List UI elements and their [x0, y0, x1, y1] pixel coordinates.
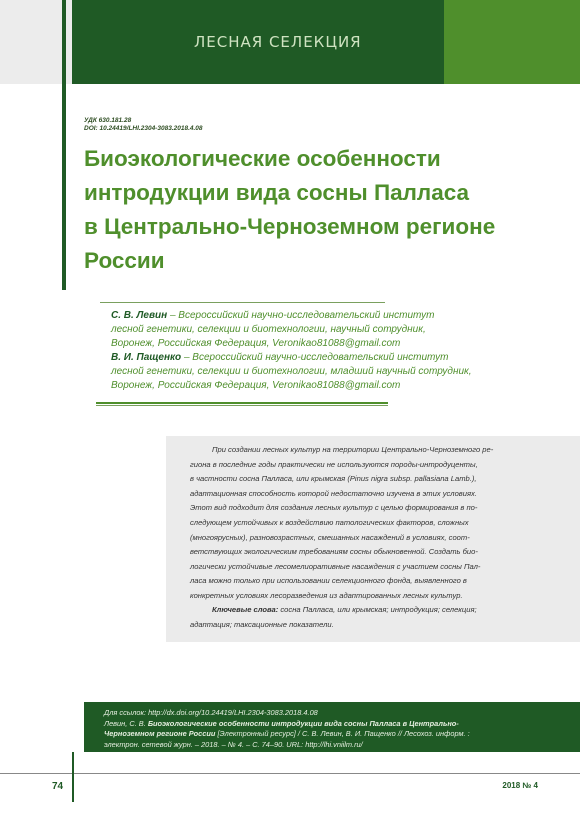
abstract-line: конкретных условиях лесоразведения из адаптированных лесных культур.: [190, 590, 463, 600]
authors-bottom-rule: [96, 402, 388, 404]
abstract-line: адаптационная способность которой недостаточно изучена в этих условиях.: [190, 488, 477, 498]
udk-code: УДК 630.181.28: [84, 117, 132, 124]
keywords-line: адаптация; таксационные показатели.: [190, 619, 334, 629]
author-affiliation: лесной генетики, селекции и биотехнологии, научный сотрудник,: [111, 324, 426, 335]
header-accent-tick: [62, 0, 66, 84]
abstract-line: в частности сосна Палласа, или крымская (Pinus nigra subsp. pallasiana Lamb.),: [190, 474, 477, 484]
keywords: [190, 603, 530, 632]
abstract-line: Этот вид подходит для создания лесных культур с целью формирования в по-: [190, 503, 478, 513]
author-affiliation: лесной генетики, селекции и биотехнологии, младший научный сотрудник,: [111, 366, 472, 377]
author-affiliation: Воронеж, Российская Федерация, Veronikao81088@gmail.com: [111, 338, 401, 349]
abstract-line: гиона в последние годы практически не используются породы-интродуценты,: [190, 459, 478, 469]
abstract-text: [190, 443, 520, 604]
footer-rule: [0, 773, 580, 774]
author-entry: [111, 309, 541, 351]
section-title: ЛЕСНАЯ СЕЛЕКЦИЯ: [194, 33, 362, 51]
title-line: России: [84, 248, 165, 273]
abstract-line: логически устойчивые лесомелиоративные насаждения с участием сосны Пал-: [190, 561, 481, 571]
abstract-line: ласа можно только при использовании селекционного фонда, выявленного в: [190, 576, 467, 586]
keywords-line: Ключевые слова: сосна Палласа, или крымская; интродукция; селекция;: [212, 605, 477, 614]
title-line: в Центрально-Черноземном регионе: [84, 214, 496, 239]
citation-line: Левин, С. В. Биоэкологические особенности интродукции вида сосны Палласа в Центрально-: [104, 718, 459, 728]
abstract-line: (многоярусных), разновозрастных, смешанных насаждений в условиях, соот-: [190, 532, 470, 542]
citation-line: электрон. сетевой журн. – 2018. – № 4. – С. 74–90. URL: http://lhi.vniilm.ru/: [104, 739, 363, 749]
title-side-rule: [62, 84, 66, 290]
author-affiliation: – Всероссийский научно-исследовательский институт: [181, 352, 449, 363]
title-line: Биоэкологические особенности: [84, 146, 441, 171]
citation-text: [104, 708, 524, 750]
author-name: С. В. Левин: [111, 310, 168, 321]
author-entry: [111, 351, 541, 393]
doi: DOI: 10.24419/LHI.2304-3083.2018.4.08: [84, 125, 203, 132]
citation-line: Для ссылок: http://dx.doi.org/10.24419/LHI.2304-3083.2018.4.08: [104, 708, 318, 717]
article-title: [84, 142, 524, 278]
abstract-line: При создании лесных культур на территории Центрально-Черноземного ре-: [212, 445, 494, 454]
title-line: интродукции вида сосны Палласа: [84, 180, 470, 205]
citation-line: Черноземном регионе России [Электронный ресурс] / С. В. Левин, В. И. Пащенко // Лесохоз. информ. :: [104, 729, 470, 738]
authors-block: [111, 309, 541, 393]
footer-tick: [72, 752, 74, 802]
article-meta: [84, 117, 203, 133]
author-affiliation: Воронеж, Российская Федерация, Veronikao81088@gmail.com: [111, 380, 401, 391]
page-number: 74: [52, 781, 64, 792]
abstract-line: ветствующих экологическим требованиям сосны обыкновенной. Создать био-: [190, 547, 478, 557]
abstract-line: следующем устойчивых к воздействию патологических факторов, сложных: [190, 517, 469, 527]
author-name: В. И. Пащенко: [111, 352, 182, 363]
author-affiliation: – Всероссийский научно-исследовательский институт: [167, 310, 435, 321]
issue-label: 2018 № 4: [502, 781, 538, 790]
authors-top-rule: [100, 302, 385, 303]
header-bar-accent: [444, 0, 580, 84]
authors-bottom-rule-thin: [96, 405, 388, 406]
keywords-label: Ключевые слова:: [212, 605, 279, 614]
